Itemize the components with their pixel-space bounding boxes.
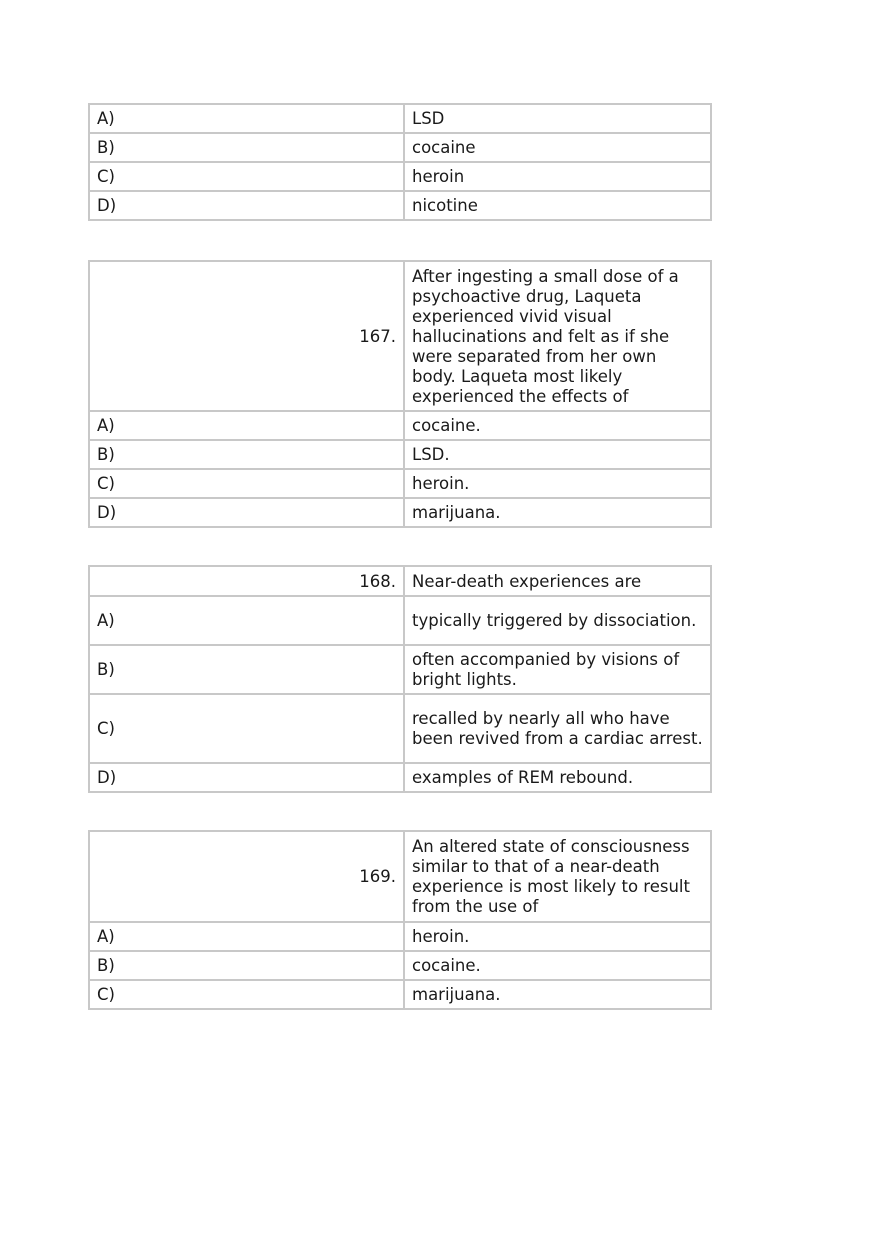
option-row: [89, 469, 711, 498]
question-167-table: [88, 260, 712, 528]
option-letter: B): [89, 440, 404, 469]
option-row: [89, 763, 711, 792]
option-text: cocaine.: [404, 411, 711, 440]
option-text: examples of REM rebound.: [404, 763, 711, 792]
question-number: 169.: [89, 831, 404, 922]
option-text: heroin.: [404, 922, 711, 951]
option-text: heroin.: [404, 469, 711, 498]
option-letter: C): [89, 469, 404, 498]
question-row: [89, 566, 711, 596]
option-letter: B): [89, 645, 404, 694]
option-text: LSD.: [404, 440, 711, 469]
question-row: [89, 831, 711, 922]
option-text: cocaine: [404, 133, 711, 162]
option-letter: C): [89, 980, 404, 1009]
option-row: [89, 951, 711, 980]
option-letter: C): [89, 162, 404, 191]
question-169-table: [88, 830, 712, 1010]
option-text: often accompanied by visions of bright lights.: [404, 645, 711, 694]
option-text: LSD: [404, 104, 711, 133]
option-row: [89, 694, 711, 763]
question-number: 167.: [89, 261, 404, 411]
option-text: cocaine.: [404, 951, 711, 980]
option-row: [89, 162, 711, 191]
option-letter: C): [89, 694, 404, 763]
option-text: typically triggered by dissociation.: [404, 596, 711, 645]
option-letter: D): [89, 498, 404, 527]
option-row: [89, 596, 711, 645]
option-row: [89, 133, 711, 162]
question-text: Near-death experiences are: [404, 566, 711, 596]
option-letter: D): [89, 763, 404, 792]
option-text: heroin: [404, 162, 711, 191]
option-row: [89, 498, 711, 527]
option-text: recalled by nearly all who have been revived from a cardiac arrest.: [404, 694, 711, 763]
option-row: [89, 440, 711, 469]
option-letter: A): [89, 596, 404, 645]
option-letter: A): [89, 922, 404, 951]
question-168-table: [88, 565, 712, 793]
question-166-options-table: [88, 103, 712, 221]
question-text: After ingesting a small dose of a psychoactive drug, Laqueta experienced vivid visual hallucinations and felt as if she were separated from her own body. Laqueta most likely experienced the effects of: [404, 261, 711, 411]
option-row: [89, 922, 711, 951]
question-number: 168.: [89, 566, 404, 596]
option-letter: A): [89, 411, 404, 440]
option-letter: D): [89, 191, 404, 220]
option-row: [89, 980, 711, 1009]
option-text: nicotine: [404, 191, 711, 220]
option-text: marijuana.: [404, 980, 711, 1009]
option-row: [89, 411, 711, 440]
option-letter: A): [89, 104, 404, 133]
option-row: [89, 191, 711, 220]
option-text: marijuana.: [404, 498, 711, 527]
option-row: [89, 645, 711, 694]
question-row: [89, 261, 711, 411]
option-letter: B): [89, 951, 404, 980]
option-letter: B): [89, 133, 404, 162]
question-text: An altered state of consciousness similar to that of a near-death experience is most likely to result from the use of: [404, 831, 711, 922]
option-row: [89, 104, 711, 133]
